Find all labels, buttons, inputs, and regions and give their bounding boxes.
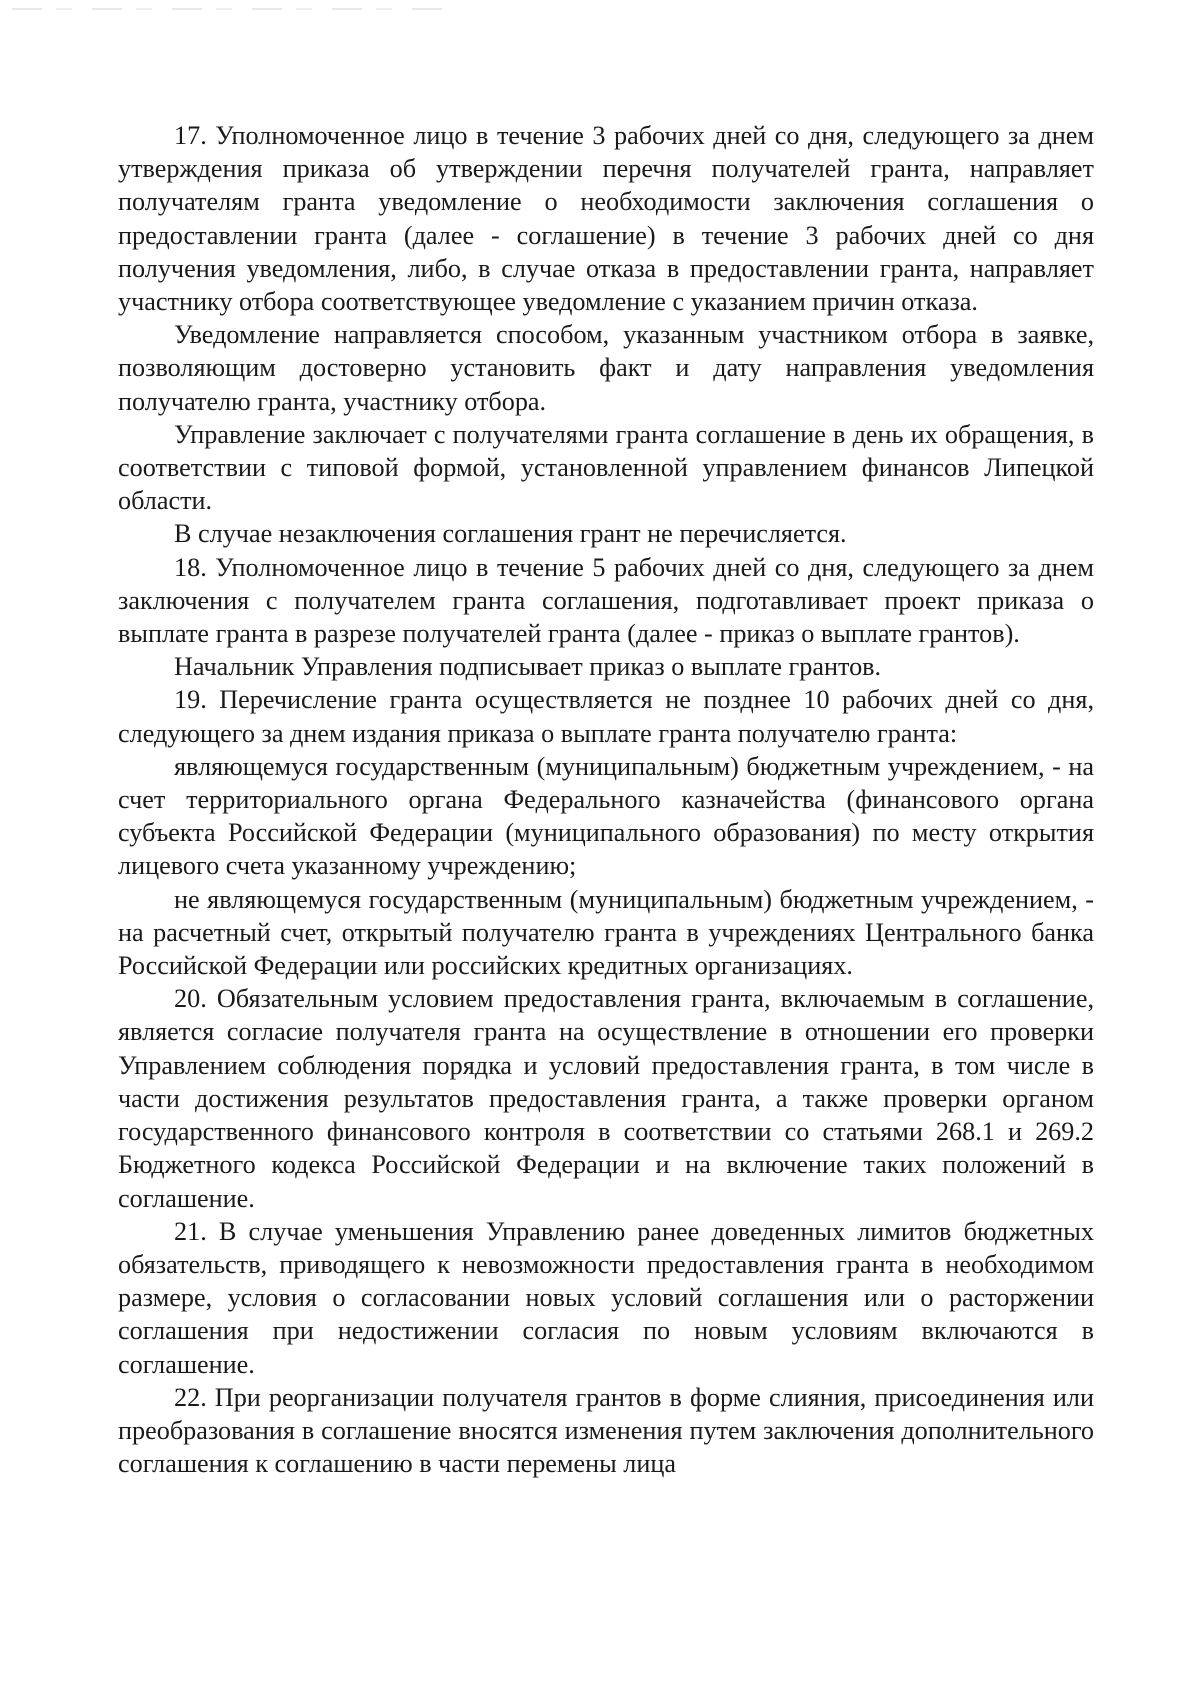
paragraph-20: 20. Обязательным условием предоставления гранта, включаемым в соглашение, является согласие получателя гранта на осуществление в отношении его проверки Управлением соблюдения порядка и условий предоставления гранта, в том числе в части достижения результатов предоставления гранта, а также проверки органом государственного финансового контроля в соответствии со статьями 268.1 и 269.2 Бюджетного кодекса Российской Федерации и на включение таких положений в соглашение. [118,984,1094,1213]
paragraph-21: 21. В случае уменьшения Управлению ранее доведенных лимитов бюджетных обязательств, приводящего к невозможности предоставления гранта в необходимом размере, условия о согласовании новых условий соглашения или о расторжении соглашения при недостижении согласия по новым условиям включаются в соглашение. [118,1216,1094,1379]
paragraph-17: 17. Уполномоченное лицо в течение 3 рабочих дней со дня, следующего за днем утверждения приказа об утверждении перечня получателей гранта, направляет получателям гранта уведомление о необходимости заключения соглашения о предоставлении гранта (далее - соглашение) в течение 3 рабочих дней со дня получения уведомления, либо, в случае отказа в предоставлении гранта, направляет участнику отбора соответствующее уведомление с указанием причин отказа. [118,121,1094,317]
paragraph-18: 18. Уполномоченное лицо в течение 5 рабочих дней со дня, следующего за днем заключения с получателем гранта соглашения, подготавливает проект приказа о выплате гранта в разрезе получателей гранта (далее - приказ о выплате грантов). [118,552,1094,649]
paragraph-notice: Уведомление направляется способом, указанным участником отбора в заявке, позволяющим достоверно установить факт и дату направления уведомления получателю гранта, участнику отбора. [118,320,1094,416]
paragraph-19: 19. Перечисление гранта осуществляется не позднее 10 рабочих дней со дня, следующего за днем издания приказа о выплате гранта получателю гранта: [118,685,1094,748]
paragraph-19-budget-institution: являющемуся государственным (муниципальным) бюджетным учреждением, - на счет территориального органа Федерального казначейства (финансового органа субъекта Российской Федерации (муниципального образования) по месту открытия лицевого счета указанному учреждению; [118,751,1094,881]
paragraph-agreement: Управление заключает с получателями гранта соглашение в день их обращения, в соответствии с типовой формой, установленной управлением финансов Липецкой области. [118,419,1094,516]
scan-artifact [12,8,452,10]
paragraph-no-agreement: В случае незаключения соглашения грант не перечисляется. [174,519,847,549]
paragraph-19-non-budget-institution: не являющемуся государственным (муниципальным) бюджетным учреждением, - на расчетный счет, открытый получателю гранта в учреждениях Центрального банка Российской Федерации или российских кредитных организациях. [118,884,1094,981]
document-body [118,119,1094,1480]
paragraph-22: 22. При реорганизации получателя грантов в форме слияния, присоединения или преобразования в соглашение вносятся изменения путем заключения дополнительного соглашения к соглашению в части перемены лица [118,1382,1094,1479]
paragraph-signing: Начальник Управления подписывает приказ о выплате грантов. [174,652,882,682]
